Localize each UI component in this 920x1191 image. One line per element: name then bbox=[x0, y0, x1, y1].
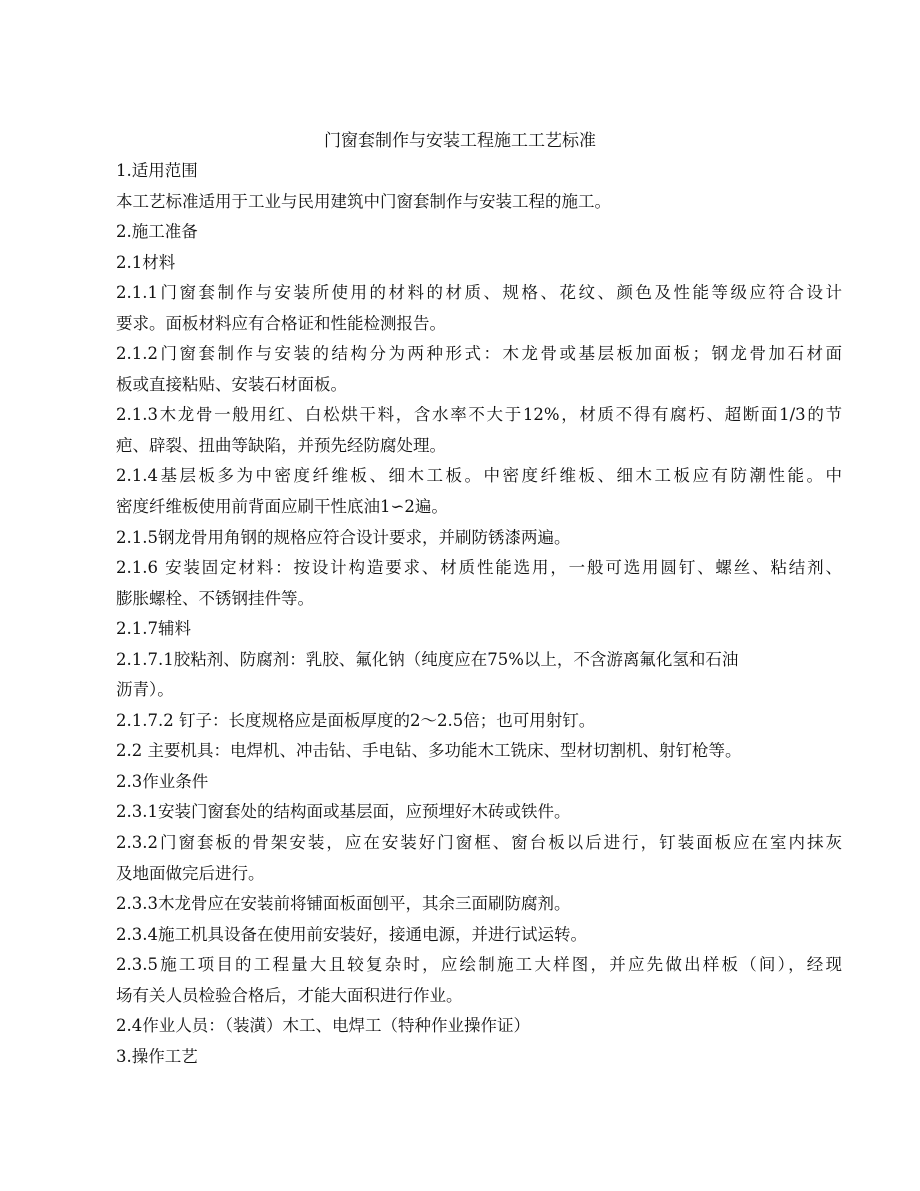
paragraph-line: 2.3.3木龙骨应在安装前将铺面板面刨平，其余三面刷防腐剂。 bbox=[116, 894, 571, 914]
paragraph-line: 本工艺标准适用于工业与民用建筑中门窗套制作与安装工程的施工。 bbox=[116, 191, 611, 211]
paragraph-line: 2.1.1门窗套制作与安装所使用的材料的材质、规格、花纹、颜色及性能等级应符合设计 bbox=[116, 283, 842, 303]
paragraph-line: 场有关人员检验合格后，才能大面积进行作业。 bbox=[116, 985, 463, 1005]
paragraph-line: 2.4作业人员：（装潢）木工、电焊工（特种作业操作证） bbox=[116, 1016, 530, 1036]
paragraph-line: 2.3.5施工项目的工程量大且较复杂时，应绘制施工大样图，并应先做出样板（间），经现 bbox=[116, 955, 842, 975]
subsection-heading: 2.3作业条件 bbox=[116, 771, 209, 791]
subsection-heading: 2.1.7辅料 bbox=[116, 619, 191, 639]
paragraph-line: 2.1.2门窗套制作与安装的结构分为两种形式：木龙骨或基层板加面板；钢龙骨加石材面 bbox=[116, 344, 842, 364]
subsection-heading: 2.1材料 bbox=[116, 252, 176, 272]
paragraph-line: 2.3.1安装门窗套处的结构面或基层面，应预埋好木砖或铁件。 bbox=[116, 802, 571, 822]
paragraph-line: 沥青）。 bbox=[116, 680, 174, 700]
paragraph-line: 2.2 主要机具：电焊机、冲击钻、手电钻、多功能木工铣床、型材切割机、射钉枪等。 bbox=[116, 741, 742, 761]
paragraph-line: 2.1.5钢龙骨用角钢的规格应符合设计要求，并刷防锈漆两遍。 bbox=[116, 527, 571, 547]
paragraph-line: 板或直接粘贴、安装石材面板。 bbox=[116, 374, 347, 394]
paragraph-line: 膨胀螺栓、不锈钢挂件等。 bbox=[116, 588, 314, 608]
section-heading: 3.操作工艺 bbox=[116, 1046, 198, 1066]
paragraph-line: 2.3.2门窗套板的骨架安装，应在安装好门窗框、窗台板以后进行，钉装面板应在室内抹灰 bbox=[116, 833, 842, 853]
paragraph-line: 2.3.4施工机具设备在使用前安装好，接通电源，并进行试运转。 bbox=[116, 924, 587, 944]
document-title: 门窗套制作与安装工程施工工艺标准 bbox=[324, 131, 596, 151]
paragraph-line: 疤、辟裂、扭曲等缺陷，并预先经防腐处理。 bbox=[116, 435, 446, 455]
paragraph-line: 密度纤维板使用前背面应刷干性底油1∽2遍。 bbox=[116, 497, 448, 517]
section-heading: 2.施工准备 bbox=[116, 222, 198, 242]
paragraph-line: 2.1.7.2 钉子：长度规格应是面板厚度的2～2.5倍；也可用射钉。 bbox=[116, 710, 596, 730]
paragraph-line: 2.1.4基层板多为中密度纤维板、细木工板。中密度纤维板、细木工板应有防潮性能。中 bbox=[116, 466, 842, 486]
paragraph-line: 2.1.6 安装固定材料：按设计构造要求、材质性能选用，一般可选用圆钉、螺丝、粘结剂、 bbox=[116, 558, 842, 578]
paragraph-line: 及地面做完后进行。 bbox=[116, 863, 265, 883]
paragraph-line: 要求。面板材料应有合格证和性能检测报告。 bbox=[116, 313, 446, 333]
document-body bbox=[116, 156, 842, 1072]
section-heading: 1.适用范围 bbox=[116, 161, 198, 180]
paragraph-line: 2.1.7.1胶粘剂、防腐剂：乳胶、氟化钠（纯度应在75%以上，不含游离氟化氢和石油 bbox=[116, 649, 739, 669]
paragraph-line: 2.1.3木龙骨一般用红、白松烘干料，含水率不大于12%，材质不得有腐朽、超断面1/3的节 bbox=[116, 405, 842, 425]
